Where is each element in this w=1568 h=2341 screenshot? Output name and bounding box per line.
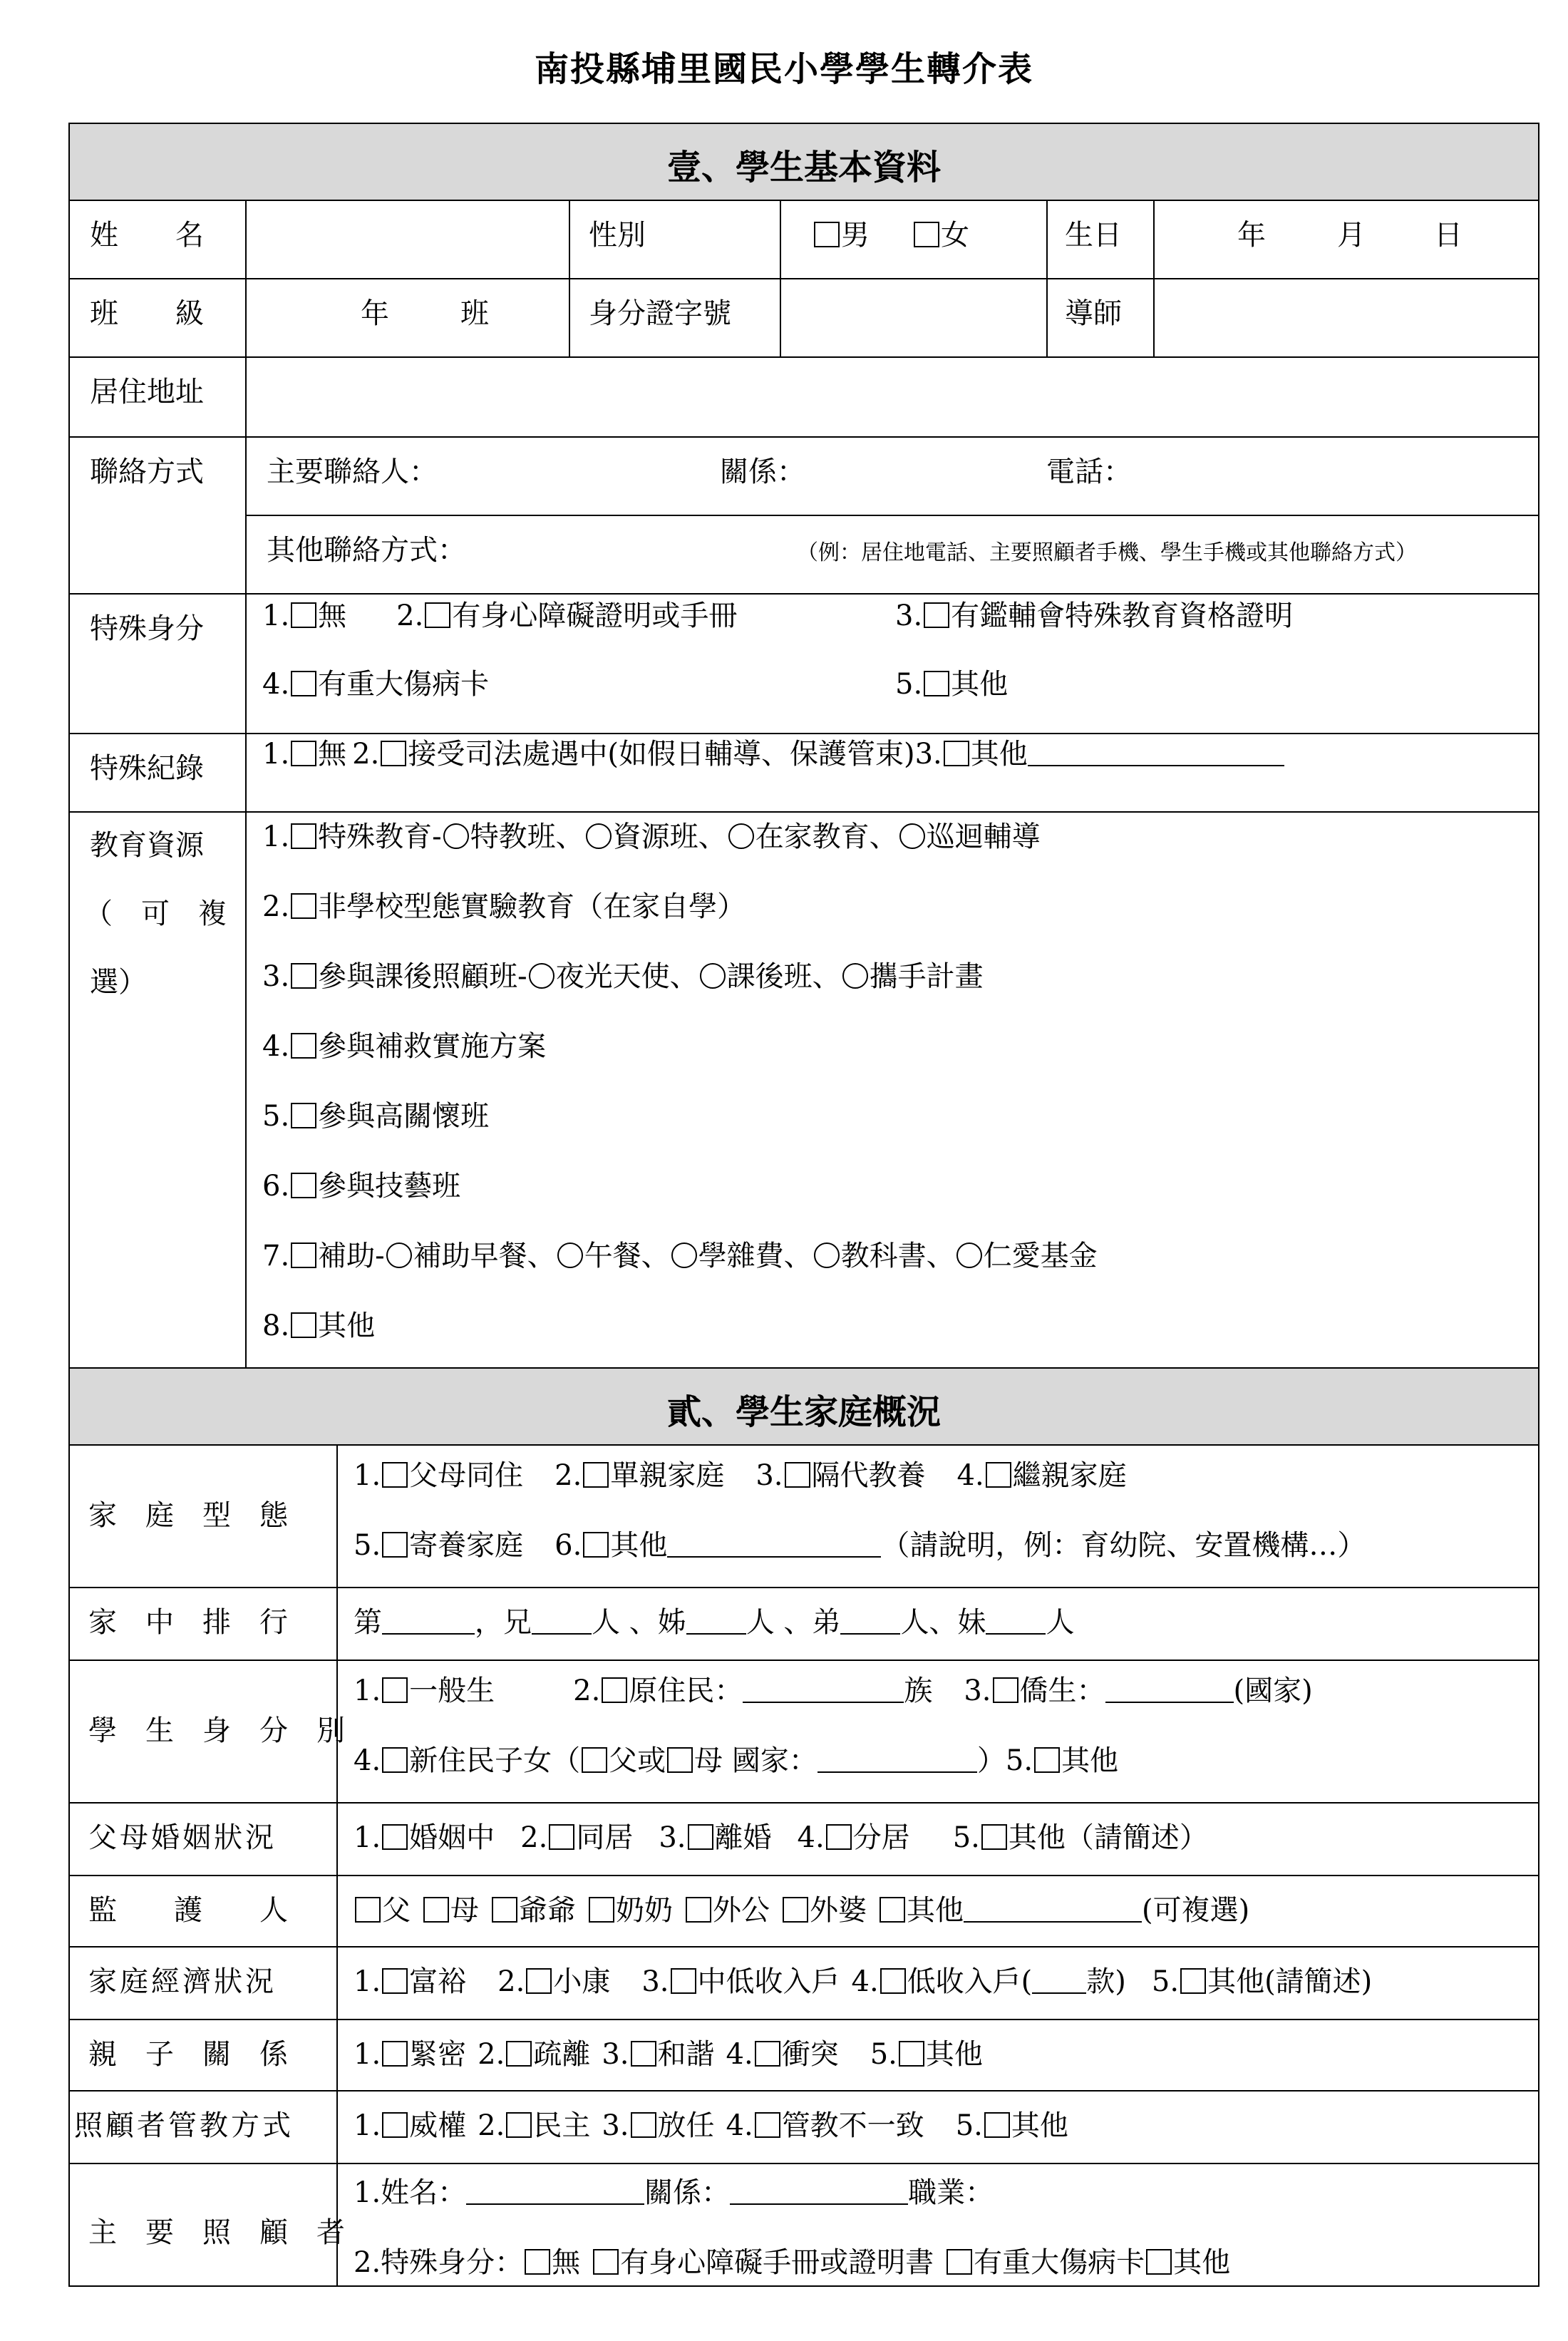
caregiver-illness-checkbox[interactable] xyxy=(947,2249,972,2275)
edu-line-1: 1. 特殊教育- 特教班、 資源班、 在家教育、 巡迴輔導 xyxy=(262,820,1041,853)
economy-mid-low-checkbox[interactable] xyxy=(671,1968,696,1994)
caregiver-name-blank[interactable] xyxy=(466,2178,644,2205)
subsidy-textbook-radio[interactable] xyxy=(814,1242,840,1268)
id-number-label: 身分證字號 xyxy=(589,297,731,330)
other-contact-note: （例：居住地電話、主要照顧者手機、學生手機或其他聯絡方式） xyxy=(797,540,1417,565)
class-label: 班 級 xyxy=(90,297,204,330)
special-record-options: 1. 無 2. 接受司法處遇中(如假日輔導、保護管束)3. 其他 xyxy=(262,737,1284,771)
special-id-illness-checkbox[interactable] xyxy=(291,671,316,696)
edu-line-4: 4. 參與補救實施方案 xyxy=(262,1030,547,1063)
family-step-checkbox[interactable] xyxy=(986,1462,1011,1488)
new-resident-father-checkbox[interactable] xyxy=(582,1747,607,1773)
birth-year: 年 xyxy=(1237,219,1266,252)
discipline-other-checkbox[interactable] xyxy=(984,2112,1010,2138)
edu-line-8: 8. 其他 xyxy=(262,1310,376,1342)
birth-day: 日 xyxy=(1434,219,1463,252)
edu-night-angel-radio[interactable] xyxy=(529,963,555,989)
edu-sped-class-radio[interactable] xyxy=(443,823,469,849)
female-label: 女 xyxy=(941,219,969,252)
guardian-father-checkbox[interactable] xyxy=(355,1897,381,1923)
class-class: 班 xyxy=(460,297,489,330)
identity-other-checkbox[interactable] xyxy=(1034,1747,1060,1773)
economy-wealthy-checkbox[interactable] xyxy=(382,1968,408,1994)
male-checkbox[interactable] xyxy=(814,222,840,247)
edu-other-checkbox[interactable] xyxy=(291,1312,316,1338)
other-contact-label: 其他聯絡方式： xyxy=(267,534,466,567)
guardian-grandpa-checkbox[interactable] xyxy=(492,1897,517,1923)
subsidy-breakfast-radio[interactable] xyxy=(386,1242,412,1268)
relation-conflict-checkbox[interactable] xyxy=(755,2041,780,2067)
identity-general-checkbox[interactable] xyxy=(382,1677,408,1703)
edu-sped-checkbox[interactable] xyxy=(291,823,316,849)
caregiver-relation-blank[interactable] xyxy=(730,2178,908,2205)
special-id-disability-checkbox[interactable] xyxy=(425,602,450,628)
marriage-label: 父母婚姻狀況 xyxy=(88,1821,277,1854)
parent-child-label: 親 子 關 係 xyxy=(88,2038,288,2071)
family-single-parent-checkbox[interactable] xyxy=(583,1462,609,1488)
edu-resources-label: 教育資源 xyxy=(90,829,204,862)
relation-other-checkbox[interactable] xyxy=(899,2041,924,2067)
edu-resources-label-2: （ 可 複 xyxy=(84,897,227,930)
guardian-other-blank[interactable] xyxy=(964,1895,1142,1923)
new-resident-mother-checkbox[interactable] xyxy=(667,1747,693,1773)
special-id-sped-checkbox[interactable] xyxy=(924,602,949,628)
edu-vocational-checkbox[interactable] xyxy=(291,1173,316,1198)
birth-order-line: 第 ，兄 人 、姊 人 、弟 人、妹 人 xyxy=(354,1606,1075,1639)
marriage-divorced-checkbox[interactable] xyxy=(688,1824,713,1850)
edu-remedial-checkbox[interactable] xyxy=(291,1033,316,1059)
caregiver-line2: 2.特殊身分： 無 有身心障礙手冊或證明書 有重大傷病卡 其他 xyxy=(354,2246,1231,2279)
caregiver-other-checkbox[interactable] xyxy=(1146,2249,1172,2275)
family-both-parents-checkbox[interactable] xyxy=(382,1462,408,1488)
relation-label: 關係： xyxy=(720,456,805,488)
younger-brothers-blank[interactable] xyxy=(840,1607,900,1635)
special-identity-label: 特殊身分 xyxy=(90,612,204,645)
marriage-married-checkbox[interactable] xyxy=(382,1824,408,1850)
identity-overseas-checkbox[interactable] xyxy=(993,1677,1018,1703)
subsidy-lunch-radio[interactable] xyxy=(557,1242,583,1268)
edu-itinerant-radio[interactable] xyxy=(899,823,925,849)
edu-hand-in-hand-radio[interactable] xyxy=(842,963,868,989)
relation-distant-checkbox[interactable] xyxy=(506,2041,532,2067)
parent-child-line: 1. 緊密 2. 疏離 3. 和諧 4. 衝突 5. 其他 xyxy=(354,2038,983,2071)
indigenous-tribe-blank[interactable] xyxy=(743,1676,904,1703)
edu-afterschool-class-radio[interactable] xyxy=(700,963,726,989)
family-type-line1: 1. 父母同住 2. 單親家庭 3. 隔代教養 4. 繼親家庭 xyxy=(354,1459,1127,1492)
name-label: 姓 名 xyxy=(90,219,204,252)
edu-line-5: 5. 參與高關懷班 xyxy=(262,1100,490,1133)
family-grandparent-checkbox[interactable] xyxy=(785,1462,810,1488)
special-identity-line2: 4. 有重大傷病卡 xyxy=(262,668,490,701)
discipline-inconsistent-checkbox[interactable] xyxy=(755,2112,780,2138)
gender-options xyxy=(813,218,969,252)
caregiver-label: 主 要 照 顧 者 xyxy=(88,2216,345,2249)
phone-label: 電話： xyxy=(1046,456,1132,488)
section1-heading: 壹、學生基本資料 xyxy=(666,148,941,187)
caregiver-line1: 1.姓名： 關係： 職業： xyxy=(354,2176,994,2209)
special-id-none-checkbox[interactable] xyxy=(291,602,316,628)
relation-harmonious-checkbox[interactable] xyxy=(631,2041,656,2067)
edu-home-edu-radio[interactable] xyxy=(728,823,754,849)
low-income-type-blank[interactable] xyxy=(1032,1967,1086,1994)
guardian-mother-checkbox[interactable] xyxy=(423,1897,449,1923)
overseas-country-blank[interactable] xyxy=(1105,1676,1234,1703)
page-title: 南投縣埔里國民小學學生轉介表 xyxy=(534,49,1033,89)
student-identity-line2: 4. 新住民子女（ 父或 母 國家： ）5. 其他 xyxy=(354,1744,1119,1777)
economy-other-checkbox[interactable] xyxy=(1180,1968,1206,1994)
elder-sisters-blank[interactable] xyxy=(686,1607,746,1635)
edu-experimental-checkbox[interactable] xyxy=(291,893,316,919)
guardian-label: 監 護 人 xyxy=(88,1894,288,1927)
guardian-grandma-checkbox[interactable] xyxy=(589,1897,614,1923)
discipline-democratic-checkbox[interactable] xyxy=(506,2112,532,2138)
edu-line-7: 7. 補助- 補助早餐、 午餐、 學雜費、 教科書、 仁愛基金 xyxy=(262,1240,1098,1272)
economy-label: 家庭經濟狀況 xyxy=(88,1965,277,1998)
form-table xyxy=(68,123,1539,2287)
guardian-other-checkbox[interactable] xyxy=(880,1897,905,1923)
teacher-field[interactable] xyxy=(1156,279,1538,355)
relation-close-checkbox[interactable] xyxy=(382,2041,408,2067)
special-record-label: 特殊紀錄 xyxy=(90,752,204,785)
section2-heading: 貳、學生家庭概況 xyxy=(666,1392,941,1432)
caregiver-none-checkbox[interactable] xyxy=(525,2249,550,2275)
birth-month: 月 xyxy=(1337,219,1366,252)
edu-resources-label-3: 選） xyxy=(90,966,147,999)
female-checkbox[interactable] xyxy=(914,222,939,247)
edu-subsidy-checkbox[interactable] xyxy=(291,1242,316,1268)
birth-order-label: 家 中 排 行 xyxy=(88,1606,288,1639)
family-foster-checkbox[interactable] xyxy=(382,1532,408,1558)
discipline-permissive-checkbox[interactable] xyxy=(631,2112,656,2138)
discipline-line: 1. 威權 2. 民主 3. 放任 4. 管教不一致 5. 其他 xyxy=(354,2109,1068,2142)
new-resident-country-blank[interactable] xyxy=(817,1746,977,1773)
male-label: 男 xyxy=(841,219,870,252)
caregiver-disability-checkbox[interactable] xyxy=(593,2249,619,2275)
student-identity-line1: 1. 一般生 2. 原住民： 族 3. 僑生： (國家) xyxy=(354,1674,1313,1707)
record-other-checkbox[interactable] xyxy=(944,741,969,766)
family-type-label: 家 庭 型 態 xyxy=(88,1499,288,1532)
economy-low-income-checkbox[interactable] xyxy=(880,1968,906,1994)
edu-line-6: 6. 參與技藝班 xyxy=(262,1170,461,1203)
rank-blank[interactable] xyxy=(382,1607,475,1635)
record-other-blank[interactable] xyxy=(1028,739,1284,766)
main-contact-label: 主要聯絡人： xyxy=(267,456,438,488)
edu-high-care-checkbox[interactable] xyxy=(291,1103,316,1128)
edu-line-3: 3. 參與課後照顧班- 夜光天使、 課後班、 攜手計畫 xyxy=(262,960,984,993)
edu-resource-class-radio[interactable] xyxy=(586,823,612,849)
economy-moderate-checkbox[interactable] xyxy=(526,1968,552,1994)
address-field[interactable] xyxy=(248,358,1538,435)
subsidy-fees-radio[interactable] xyxy=(671,1242,697,1268)
family-type-line2: 5. 寄養家庭 6. 其他 （請說明，例：育幼院、安置機構…） xyxy=(354,1529,1366,1562)
economy-line: 1. 富裕 2. 小康 3. 中低收入戶 4. 低收入戶( 款) 5. 其他(請簡述) xyxy=(354,1965,1373,1998)
class-year: 年 xyxy=(361,297,389,330)
address-label: 居住地址 xyxy=(90,376,204,408)
record-none-checkbox[interactable] xyxy=(291,741,316,766)
family-other-blank[interactable] xyxy=(667,1530,881,1558)
subsidy-charity-radio[interactable] xyxy=(956,1242,982,1268)
special-identity-line1b: 3. 有鑑輔會特殊教育資格證明 xyxy=(895,600,1294,632)
marriage-cohabit-checkbox[interactable] xyxy=(549,1824,574,1850)
special-identity-line2b: 5. 其他 xyxy=(895,668,1009,701)
name-field[interactable] xyxy=(248,201,567,277)
special-identity-line1: 1. 無 2. 有身心障礙證明或手冊 xyxy=(262,600,738,632)
edu-line-2: 2. 非學校型態實驗教育（在家自學） xyxy=(262,890,746,923)
contact-label: 聯絡方式 xyxy=(90,456,204,488)
edu-afterschool-checkbox[interactable] xyxy=(291,963,316,989)
guardian-line: 父 母 爺爺 奶奶 外公 外婆 其他 (可複選) xyxy=(354,1893,1249,1928)
brothers-blank[interactable] xyxy=(532,1607,592,1635)
student-identity-label: 學 生 身 分 別 xyxy=(88,1714,345,1747)
birth-label: 生日 xyxy=(1065,219,1122,252)
teacher-label: 導師 xyxy=(1065,297,1122,330)
marriage-line: 1. 婚姻中 2. 同居 3. 離婚 4. 分居 5. 其他（請簡述） xyxy=(354,1821,1208,1854)
younger-sisters-blank[interactable] xyxy=(986,1607,1046,1635)
identity-indigenous-checkbox[interactable] xyxy=(602,1677,627,1703)
guardian-maternal-grandpa-checkbox[interactable] xyxy=(686,1897,711,1923)
marriage-other-checkbox[interactable] xyxy=(981,1824,1007,1850)
record-judicial-checkbox[interactable] xyxy=(381,741,406,766)
id-number-field[interactable] xyxy=(783,279,1045,355)
gender-label: 性別 xyxy=(589,219,646,252)
family-other-checkbox[interactable] xyxy=(583,1532,609,1558)
discipline-label: 照顧者管教方式 xyxy=(74,2109,294,2142)
special-id-other-checkbox[interactable] xyxy=(924,671,949,696)
marriage-separated-checkbox[interactable] xyxy=(826,1824,852,1850)
discipline-authoritarian-checkbox[interactable] xyxy=(382,2112,408,2138)
guardian-maternal-grandma-checkbox[interactable] xyxy=(783,1897,808,1923)
identity-new-resident-checkbox[interactable] xyxy=(382,1747,408,1773)
